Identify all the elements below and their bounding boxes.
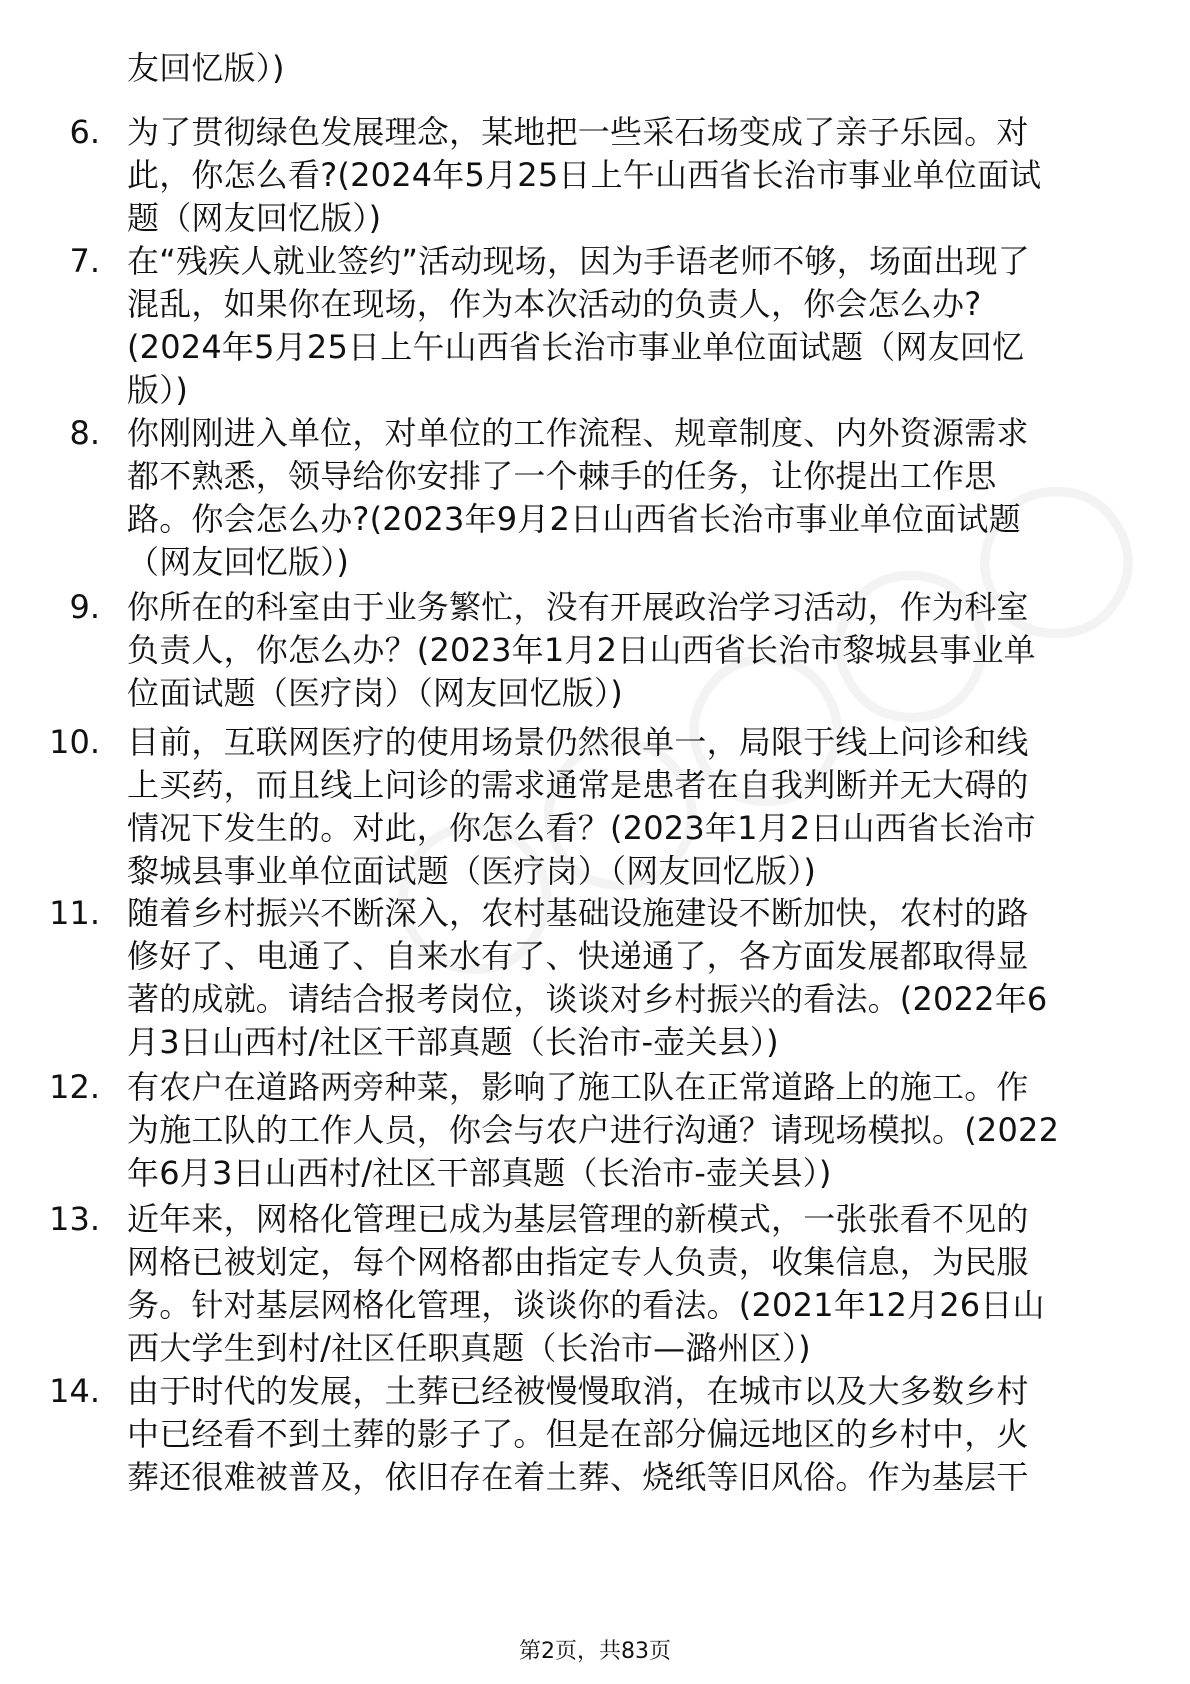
question-text-line: 情况下发生的。对此，你怎么看？(2023年1月2日山西省长治市 bbox=[127, 809, 1036, 847]
question-text-line: 题（网友回忆版）) bbox=[127, 199, 382, 237]
question-number: 6. bbox=[69, 113, 100, 151]
question-text-line: 上买药，而且线上问诊的需求通常是患者在自我判断并无大碍的 bbox=[127, 766, 1029, 804]
question-number: 13. bbox=[49, 1200, 100, 1238]
question-text-line: 务。针对基层网格化管理，谈谈你的看法。(2021年12月26日山 bbox=[127, 1286, 1045, 1324]
question-text-line: 有农户在道路两旁种菜，影响了施工队在正常道路上的施工。作 bbox=[127, 1068, 1029, 1106]
question-text-line: 你刚刚进入单位，对单位的工作流程、规章制度、内外资源需求 bbox=[127, 414, 1029, 452]
question-number: 14. bbox=[49, 1372, 100, 1410]
question-text-line: 黎城县事业单位面试题（医疗岗）（网友回忆版）) bbox=[127, 852, 817, 890]
question-text-line: 此，你怎么看?(2024年5月25日上午山西省长治市事业单位面试 bbox=[127, 156, 1042, 194]
question-text-line: 著的成就。请结合报考岗位，谈谈对乡村振兴的看法。(2022年6 bbox=[127, 980, 1048, 1018]
question-text-line: 网格已被划定，每个网格都由指定专人负责，收集信息，为民服 bbox=[127, 1243, 1029, 1281]
question-text-line: 葬还很难被普及，依旧存在着土葬、烧纸等旧风俗。作为基层干 bbox=[127, 1458, 1029, 1496]
page-footer: 第2页，共83页 bbox=[519, 1639, 671, 1664]
question-text-line: 西大学生到村/社区任职真题（长治市—潞州区）) bbox=[127, 1329, 811, 1367]
question-text-line: 负责人，你怎么办？(2023年1月2日山西省长治市黎城县事业单 bbox=[127, 631, 1036, 669]
question-text-line: 位面试题（医疗岗）（网友回忆版）) bbox=[127, 674, 623, 712]
question-number: 8. bbox=[69, 414, 100, 452]
question-text-line: （网友回忆版）) bbox=[127, 543, 350, 581]
question-text-line: 在“残疾人就业签约”活动现场，因为手语老师不够，场面出现了 bbox=[127, 242, 1030, 280]
question-text-line: 近年来，网格化管理已成为基层管理的新模式，一张张看不见的 bbox=[127, 1200, 1029, 1238]
question-text-line: (2024年5月25日上午山西省长治市事业单位面试题（网友回忆 bbox=[127, 328, 1025, 366]
question-text-line: 混乱，如果你在现场，作为本次活动的负责人，你会怎么办? bbox=[127, 285, 982, 323]
question-text-line: 都不熟悉，领导给你安排了一个棘手的任务，让你提出工作思 bbox=[127, 457, 997, 495]
question-text-line: 由于时代的发展，土葬已经被慢慢取消，在城市以及大多数乡村 bbox=[127, 1372, 1029, 1410]
question-text-line: 版）) bbox=[127, 371, 189, 409]
question-text-line: 年6月3日山西村/社区干部真题（长治市-壶关县）) bbox=[127, 1154, 832, 1192]
question-text-line: 修好了、电通了、自来水有了、快递通了，各方面发展都取得显 bbox=[127, 937, 1029, 975]
question-text-line: 目前，互联网医疗的使用场景仍然很单一，局限于线上问诊和线 bbox=[127, 723, 1029, 761]
question-number: 12. bbox=[49, 1068, 100, 1106]
question-number: 11. bbox=[49, 894, 100, 932]
question-text-line: 路。你会怎么办?(2023年9月2日山西省长治市事业单位面试题 bbox=[127, 500, 1021, 538]
question-number: 10. bbox=[49, 723, 100, 761]
continued-line: 友回忆版）) bbox=[127, 49, 285, 87]
question-text-line: 月3日山西村/社区干部真题（长治市-壶关县）) bbox=[127, 1023, 779, 1061]
question-text-line: 中已经看不到土葬的影子了。但是在部分偏远地区的乡村中，火 bbox=[127, 1415, 1029, 1453]
question-text-line: 随着乡村振兴不断深入，农村基础设施建设不断加快，农村的路 bbox=[127, 894, 1029, 932]
question-text-line: 为施工队的工作人员，你会与农户进行沟通？请现场模拟。(2022 bbox=[127, 1111, 1060, 1149]
question-text-line: 你所在的科室由于业务繁忙，没有开展政治学习活动，作为科室 bbox=[127, 588, 1029, 626]
question-number: 9. bbox=[69, 588, 100, 626]
question-number: 7. bbox=[69, 242, 100, 280]
question-text-line: 为了贯彻绿色发展理念，某地把一些采石场变成了亲子乐园。对 bbox=[127, 113, 1029, 151]
